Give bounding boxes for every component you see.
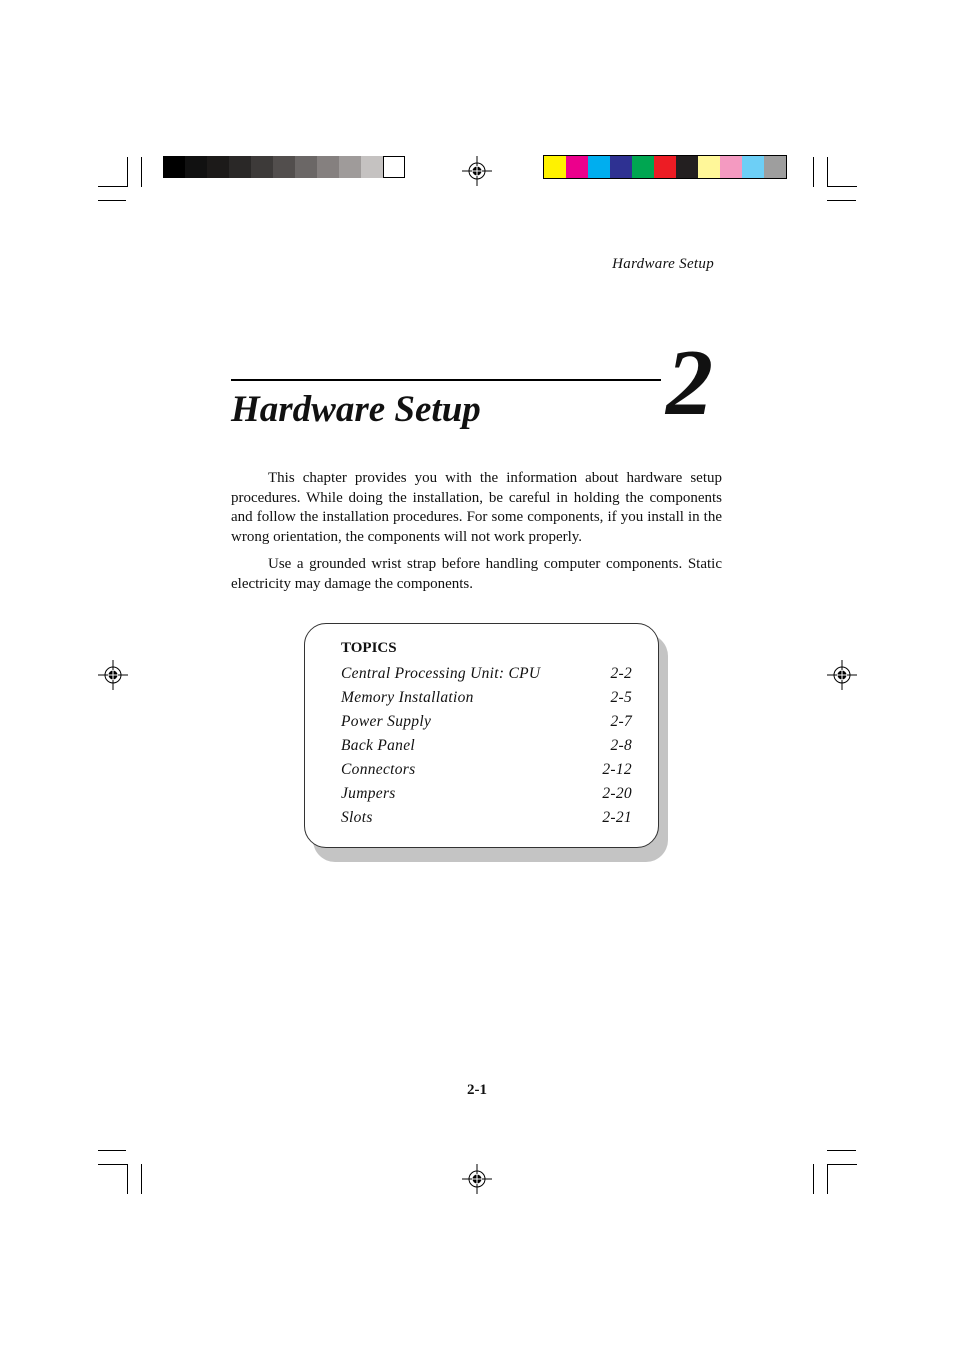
crop-mark	[98, 1164, 128, 1165]
topic-label: Connectors	[341, 761, 416, 778]
topic-label: Memory Installation	[341, 689, 474, 706]
crop-mark	[827, 200, 856, 201]
crop-mark	[827, 1150, 856, 1151]
intro-paragraph: This chapter provides you with the information about hardware setup procedures. While doing the installation, be careful in holding the components and follow the installation procedures. For some components, if you install in the wrong orientation, the components will not work properly.	[231, 470, 722, 545]
chapter-number: 2	[666, 331, 713, 435]
color-swatch	[295, 156, 317, 178]
topic-page: 2-7	[610, 713, 632, 730]
topic-page: 2-2	[610, 665, 632, 682]
color-swatch	[654, 156, 676, 178]
crop-mark	[827, 1164, 857, 1165]
topic-item[interactable]	[341, 782, 632, 806]
topic-label: Central Processing Unit: CPU	[341, 665, 541, 682]
color-swatch	[588, 156, 610, 178]
topic-item[interactable]	[341, 710, 632, 734]
topic-item[interactable]	[341, 758, 632, 782]
crop-mark	[98, 1150, 126, 1151]
process-color-bar	[544, 156, 786, 178]
color-swatch	[383, 156, 405, 178]
topic-label: Power Supply	[341, 713, 432, 730]
color-swatch	[207, 156, 229, 178]
topic-page: 2-20	[602, 785, 632, 802]
color-swatch	[764, 156, 786, 178]
color-swatch	[676, 156, 698, 178]
registration-mark-icon	[827, 660, 857, 690]
chapter-intro	[231, 469, 722, 602]
topic-page: 2-21	[602, 809, 632, 826]
chapter-rule	[231, 379, 661, 381]
topic-item[interactable]	[341, 662, 632, 686]
chapter-title: Hardware Setup	[231, 389, 481, 430]
crop-mark	[827, 186, 857, 187]
crop-mark	[813, 1164, 814, 1194]
color-swatch	[339, 156, 361, 178]
topic-label: Slots	[341, 809, 373, 826]
color-swatch	[273, 156, 295, 178]
registration-mark-icon	[98, 660, 128, 690]
color-swatch	[361, 156, 383, 178]
crop-mark	[141, 157, 142, 187]
topic-page: 2-5	[610, 689, 632, 706]
page-number: 2-1	[467, 1082, 487, 1098]
color-swatch	[566, 156, 588, 178]
crop-mark	[827, 1164, 828, 1194]
topics-heading: TOPICS	[341, 640, 397, 656]
running-head: Hardware Setup	[612, 256, 714, 272]
topic-item[interactable]	[341, 686, 632, 710]
topic-page: 2-12	[602, 761, 632, 778]
color-swatch	[229, 156, 251, 178]
registration-mark-icon	[462, 156, 492, 186]
color-swatch	[632, 156, 654, 178]
topic-item[interactable]	[341, 734, 632, 758]
color-swatch	[317, 156, 339, 178]
color-swatch	[251, 156, 273, 178]
crop-mark	[127, 1164, 128, 1194]
color-swatch	[185, 156, 207, 178]
color-swatch	[544, 156, 566, 178]
color-swatch	[163, 156, 185, 178]
crop-mark	[127, 157, 128, 187]
topics-list	[341, 662, 632, 830]
topic-item[interactable]	[341, 806, 632, 830]
topic-label: Jumpers	[341, 785, 396, 802]
color-swatch	[698, 156, 720, 178]
gray-color-bar	[163, 156, 405, 178]
intro-paragraph: Use a grounded wrist strap before handling computer components. Static electricity may damage the components.	[231, 556, 722, 592]
crop-mark	[827, 157, 828, 187]
topic-page: 2-8	[610, 737, 632, 754]
topics-box	[304, 623, 659, 848]
topic-label: Back Panel	[341, 737, 416, 754]
crop-mark	[98, 186, 128, 187]
crop-mark	[98, 200, 126, 201]
crop-mark	[813, 157, 814, 187]
crop-mark	[141, 1164, 142, 1194]
registration-mark-icon	[462, 1164, 492, 1194]
color-swatch	[720, 156, 742, 178]
color-swatch	[742, 156, 764, 178]
color-swatch	[610, 156, 632, 178]
